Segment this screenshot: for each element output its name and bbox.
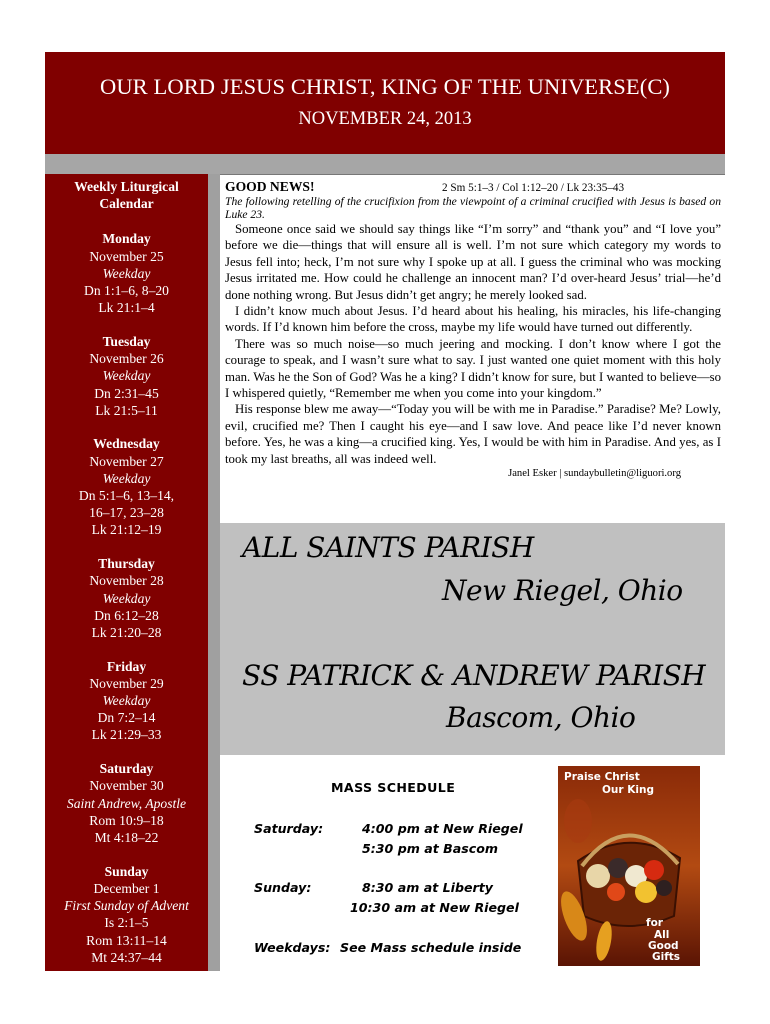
parish-name-ss-patrick-andrew: SS PATRICK & ANDREW PARISH (242, 659, 706, 692)
day-reading: Dn 6:12–28 (94, 607, 159, 623)
sunday-time: 10:30 am at New Riegel (350, 900, 519, 915)
page-date: NOVEMBER 24, 2013 (298, 109, 472, 129)
eggplant-shape (608, 858, 628, 878)
divider-band (45, 154, 725, 175)
calendar-day-sunday (45, 863, 208, 966)
parish-name-all-saints: ALL SAINTS PARISH (242, 531, 534, 564)
day-description: First Sunday of Advent (64, 898, 189, 914)
day-reading: Lk 21:20–28 (91, 624, 162, 640)
day-reading: Lk 21:5–11 (95, 402, 158, 418)
photo-caption-line: Our King (602, 784, 654, 796)
day-reading: Dn 7:2–14 (97, 710, 156, 726)
page-title: OUR LORD JESUS CHRIST, KING OF THE UNIVERSE(C) (99, 74, 671, 99)
parish-names-box (220, 523, 725, 755)
day-reading: Mt 24:37–44 (91, 949, 162, 965)
title-banner (45, 52, 725, 154)
photo-caption-line: Praise Christ (564, 771, 640, 783)
calendar-days (45, 230, 208, 966)
calendar-day-friday (45, 658, 208, 744)
day-description: Weekday (102, 265, 151, 281)
day-name: Sunday (104, 863, 149, 879)
good-news-article (225, 179, 721, 481)
day-reading: Rom 13:11–14 (86, 932, 167, 948)
day-reading: Lk 21:1–4 (98, 300, 155, 316)
day-reading: Dn 1:1–6, 8–20 (84, 283, 169, 299)
day-date: November 27 (89, 453, 164, 469)
day-name: Thursday (98, 556, 155, 572)
day-description: Saint Andrew, Apostle (66, 795, 187, 811)
saturday-time: 5:30 pm at Bascom (362, 841, 498, 856)
article-intro: The following retelling of the crucifixion from the viewpoint of a criminal crucified with Jesus is based on Luke 23. (225, 195, 721, 221)
day-description: Weekday (102, 590, 151, 606)
day-description: Weekday (102, 693, 151, 709)
day-reading: Lk 21:12–19 (91, 522, 162, 538)
photo-caption-line: Gifts (652, 951, 681, 963)
day-reading: Lk 21:29–33 (91, 727, 162, 743)
day-name: Friday (106, 658, 147, 674)
saturday-time: 4:00 pm at New Riegel (362, 821, 523, 836)
weekdays-text: See Mass schedule inside (340, 940, 522, 955)
day-reading: Is 2:1–5 (104, 915, 149, 931)
sunday-time: 8:30 am at Liberty (362, 880, 493, 895)
article-paragraph: There was so much noise—so much jeering and mocking. I don’t know where I got the courage to speak, and I wasn’t sure what to say. I just wanted one quiet moment with this holy man. Was he the Son of God? Was he a king? I didn’t know for sure, but I wanted to believe—so I whispered quietly, “Remember me when you come into your kingdom.” (225, 336, 721, 401)
day-date: November 29 (89, 675, 164, 691)
liturgical-calendar-sidebar (45, 174, 208, 971)
photo-caption-line: for (646, 917, 663, 929)
pepper-shape (644, 860, 664, 880)
photo-caption-line: All (654, 929, 670, 941)
day-reading: 16–17, 23–28 (89, 505, 164, 521)
calendar-day-saturday (45, 760, 208, 846)
sunday-label: Sunday: (254, 880, 312, 895)
good-news-heading: GOOD NEWS! (225, 179, 315, 194)
day-description: Weekday (102, 470, 151, 486)
calendar-day-thursday (45, 555, 208, 641)
article-credit: Janel Esker | sundaybulletin@liguori.org (508, 468, 681, 480)
praise-christ-photo (558, 766, 700, 966)
day-date: November 30 (89, 778, 164, 794)
calendar-title-line1: Weekly Liturgical (74, 179, 179, 194)
leaf-shape (564, 799, 592, 843)
gourd-shape (586, 864, 610, 888)
calendar-day-monday (45, 230, 208, 316)
day-date: December 1 (93, 880, 160, 896)
calendar-day-tuesday (45, 333, 208, 419)
plum-shape (656, 880, 672, 896)
day-date: November 28 (89, 573, 164, 589)
calendar-title (45, 178, 208, 212)
day-name: Tuesday (102, 333, 151, 349)
photo-caption-line: Good (648, 940, 679, 952)
day-description: Weekday (102, 368, 151, 384)
day-reading: Rom 10:9–18 (89, 812, 164, 828)
article-paragraph: I didn’t know much about Jesus. I’d heard about his healing, his miracles, his life-changing words. If I’d known him before the cross, maybe my life would have turned out differently. (225, 304, 721, 335)
squash-shape (635, 881, 657, 903)
parish-location-bascom: Bascom, Ohio (446, 701, 636, 734)
article-paragraph: Someone once said we should say things like “I’m sorry” and “thank you” and “I love you” before we die—things that will ensure all is well. I’m not sure which category my words to Jesus fell into; heck, I’m not sure why I spoke up at all. I guess the criminal who was mocking Jesus irritated me. How could he challenge an innocent man? I’d over-heard Jesus’ trial—he’d done nothing wrong. But Jesus didn’t get angry; he merely looked sad. (225, 222, 721, 302)
scripture-references: 2 Sm 5:1–3 / Col 1:12–20 / Lk 23:35–43 (442, 182, 625, 194)
day-reading: Dn 5:1–6, 13–14, (78, 488, 175, 504)
parish-location-new-riegel: New Riegel, Ohio (442, 574, 683, 607)
day-reading: Dn 2:31–45 (94, 385, 159, 401)
apple-shape (607, 883, 625, 901)
weekdays-label: Weekdays: (254, 940, 331, 955)
saturday-label: Saturday: (254, 821, 324, 836)
day-name: Monday (102, 231, 151, 247)
calendar-day-wednesday (45, 435, 208, 538)
day-date: November 25 (89, 248, 164, 264)
day-reading: Mt 4:18–22 (94, 830, 159, 845)
sidebar-shadow (208, 174, 220, 971)
day-date: November 26 (89, 351, 164, 367)
calendar-title-line2: Calendar (99, 196, 154, 212)
article-paragraph: His response blew me away—“Today you will be with me in Paradise.” Paradise? Me? Lowly, evil, crucified me? Then I caught his eye—and I saw love. And peace like I’d never known before. Yes, he was a king—a crucified king. Yes, I would be with him in Paradise. And yes, as I took my last breaths, all was indeed well. (225, 402, 721, 466)
day-name: Wednesday (93, 436, 160, 452)
day-name: Saturday (99, 761, 154, 777)
mass-schedule-heading: MASS SCHEDULE (331, 780, 456, 795)
